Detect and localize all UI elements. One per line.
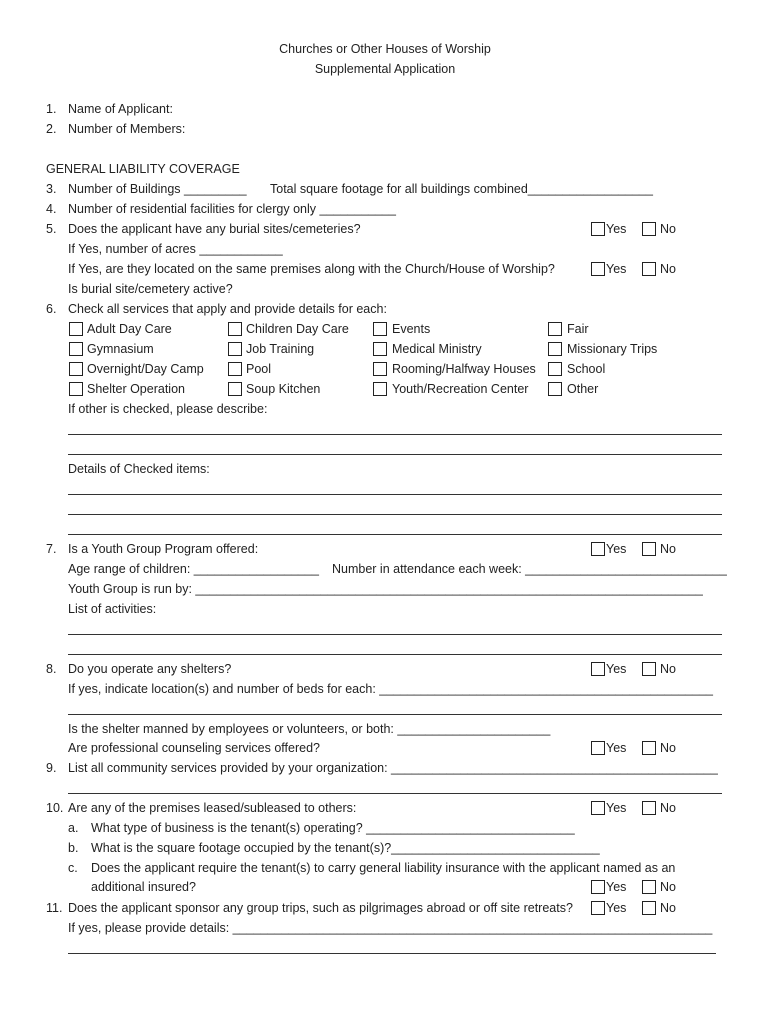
- service-shelter-operation-checkbox[interactable]: [69, 382, 83, 396]
- service-events-label: Events: [392, 322, 431, 336]
- service-adult-day-care-label: Adult Day Care: [87, 322, 172, 336]
- service-soup-kitchen-label: Soup Kitchen: [246, 382, 321, 396]
- q5-premises: If Yes, are they located on the same premises along with the Church/House of Worship?: [68, 262, 555, 276]
- q7-attendance[interactable]: Number in attendance each week: _____________________________: [332, 562, 727, 576]
- service-pool-checkbox[interactable]: [228, 362, 242, 376]
- q10c-label-cont: additional insured?: [91, 880, 196, 894]
- q10a-label[interactable]: What type of business is the tenant(s) operating? ______________________________: [91, 821, 575, 835]
- service-school-label: School: [567, 362, 606, 376]
- q8-counseling-no-checkbox[interactable]: [642, 741, 656, 755]
- service-job-training-checkbox[interactable]: [228, 342, 242, 356]
- q3-number: 3.: [46, 182, 57, 196]
- q8-manned[interactable]: Is the shelter manned by employees or volunteers, or both: ______________________: [68, 722, 551, 736]
- q9-label[interactable]: List all community services provided by your organization: _______________________________________________: [68, 761, 718, 775]
- q6-other-line-2[interactable]: [68, 454, 722, 455]
- q3-square-footage[interactable]: Total square footage for all buildings combined__________________: [270, 182, 653, 196]
- q10-yes-checkbox[interactable]: [591, 801, 605, 815]
- q5-no-label: No: [660, 222, 676, 236]
- service-children-day-care-checkbox[interactable]: [228, 322, 242, 336]
- q8-no-label: No: [660, 662, 676, 676]
- q7-number: 7.: [46, 542, 57, 556]
- service-missionary-trips-checkbox[interactable]: [548, 342, 562, 356]
- q7-label: Is a Youth Group Program offered:: [68, 542, 259, 556]
- service-gymnasium-checkbox[interactable]: [69, 342, 83, 356]
- q7-no-checkbox[interactable]: [642, 542, 656, 556]
- q10-number: 10.: [46, 801, 64, 815]
- q11-no-label: No: [660, 901, 676, 915]
- q10c-label: Does the applicant require the tenant(s) to carry general liability insurance with the applicant named as an: [91, 861, 676, 875]
- q10-label: Are any of the premises leased/subleased to others:: [68, 801, 357, 815]
- q8-number: 8.: [46, 662, 57, 676]
- q8-counseling: Are professional counseling services offered?: [68, 741, 320, 755]
- q10-no-checkbox[interactable]: [642, 801, 656, 815]
- q11-no-checkbox[interactable]: [642, 901, 656, 915]
- q10-yes-label: Yes: [606, 801, 627, 815]
- q6-details-line-2[interactable]: [68, 514, 722, 515]
- q5-number: 5.: [46, 222, 57, 236]
- service-adult-day-care-checkbox[interactable]: [69, 322, 83, 336]
- q8-label: Do you operate any shelters?: [68, 662, 232, 676]
- service-job-training-label: Job Training: [246, 342, 315, 356]
- q5-yes-label: Yes: [606, 222, 627, 236]
- q5-premises-yes-label: Yes: [606, 262, 627, 276]
- q4-number: 4.: [46, 202, 57, 216]
- q6-other-describe: If other is checked, please describe:: [68, 402, 268, 416]
- service-shelter-operation-label: Shelter Operation: [87, 382, 185, 396]
- q7-yes-checkbox[interactable]: [591, 542, 605, 556]
- service-events-checkbox[interactable]: [373, 322, 387, 336]
- service-other-label: Other: [567, 382, 599, 396]
- q8-locations[interactable]: If yes, indicate location(s) and number of beds for each: ________________________________________________: [68, 682, 713, 696]
- service-school-checkbox[interactable]: [548, 362, 562, 376]
- service-fair-label: Fair: [567, 322, 589, 336]
- q2-number: 2.: [46, 122, 57, 136]
- section-heading: GENERAL LIABILITY COVERAGE: [46, 162, 240, 176]
- q8-counseling-no-label: No: [660, 741, 676, 755]
- service-missionary-trips-label: Missionary Trips: [567, 342, 658, 356]
- q5-premises-no-label: No: [660, 262, 676, 276]
- q1-label: Name of Applicant:: [68, 102, 173, 116]
- q11-label: Does the applicant sponsor any group trips, such as pilgrimages abroad or off site retreats?: [68, 901, 573, 915]
- q10c-letter: c.: [68, 861, 78, 875]
- q6-other-line-1[interactable]: [68, 434, 722, 435]
- form-subtitle: Supplemental Application: [314, 62, 456, 76]
- q8-locations-line-2[interactable]: [68, 714, 722, 715]
- service-overnight-day-camp-label: Overnight/Day Camp: [87, 362, 204, 376]
- service-youth-recreation-checkbox[interactable]: [373, 382, 387, 396]
- q7-run-by[interactable]: Youth Group is run by: _________________________________________________________________________: [68, 582, 703, 596]
- q7-activities-line-1[interactable]: [68, 634, 722, 635]
- service-other-checkbox[interactable]: [548, 382, 562, 396]
- q7-activities-label: List of activities:: [68, 602, 157, 616]
- q3-buildings[interactable]: Number of Buildings _________: [68, 182, 247, 196]
- service-children-day-care-label: Children Day Care: [246, 322, 349, 336]
- q10c-yes-label: Yes: [606, 880, 627, 894]
- q11-yes-label: Yes: [606, 901, 627, 915]
- service-medical-ministry-checkbox[interactable]: [373, 342, 387, 356]
- q5-no-checkbox[interactable]: [642, 222, 656, 236]
- q10b-label[interactable]: What is the square footage occupied by the tenant(s)?______________________________: [91, 841, 600, 855]
- q8-no-checkbox[interactable]: [642, 662, 656, 676]
- q1-number: 1.: [46, 102, 57, 116]
- service-medical-ministry-label: Medical Ministry: [392, 342, 482, 356]
- q6-label: Check all services that apply and provide details for each:: [68, 302, 387, 316]
- q5-acres[interactable]: If Yes, number of acres ____________: [68, 242, 283, 256]
- q6-details-line-3[interactable]: [68, 534, 722, 535]
- service-rooming-halfway-label: Rooming/Halfway Houses: [392, 362, 536, 376]
- q8-counseling-yes-checkbox[interactable]: [591, 741, 605, 755]
- q5-label: Does the applicant have any burial sites/cemeteries?: [68, 222, 361, 236]
- q5-premises-yes-checkbox[interactable]: [591, 262, 605, 276]
- q2-label: Number of Members:: [68, 122, 186, 136]
- service-rooming-halfway-checkbox[interactable]: [373, 362, 387, 376]
- q10b-letter: b.: [68, 841, 79, 855]
- service-gymnasium-label: Gymnasium: [87, 342, 154, 356]
- q6-details-label: Details of Checked items:: [68, 462, 210, 476]
- service-soup-kitchen-checkbox[interactable]: [228, 382, 242, 396]
- q9-line-2[interactable]: [68, 793, 722, 794]
- q4-label[interactable]: Number of residential facilities for clergy only ___________: [68, 202, 396, 216]
- q7-activities-line-2[interactable]: [68, 654, 722, 655]
- q5-yes-checkbox[interactable]: [591, 222, 605, 236]
- q7-yes-label: Yes: [606, 542, 627, 556]
- q11-yes-checkbox[interactable]: [591, 901, 605, 915]
- q8-counseling-yes-label: Yes: [606, 741, 627, 755]
- q10-no-label: No: [660, 801, 676, 815]
- q8-yes-checkbox[interactable]: [591, 662, 605, 676]
- service-fair-checkbox[interactable]: [548, 322, 562, 336]
- q8-yes-label: Yes: [606, 662, 627, 676]
- q7-no-label: No: [660, 542, 676, 556]
- q10c-no-checkbox[interactable]: [642, 880, 656, 894]
- q9-number: 9.: [46, 761, 57, 775]
- q5-premises-no-checkbox[interactable]: [642, 262, 656, 276]
- q11-details-line-2[interactable]: [68, 953, 716, 954]
- q11-number: 11.: [46, 901, 63, 915]
- q5-active: Is burial site/cemetery active?: [68, 282, 233, 296]
- q10a-letter: a.: [68, 821, 79, 835]
- q6-number: 6.: [46, 302, 57, 316]
- service-youth-recreation-label: Youth/Recreation Center: [392, 382, 529, 396]
- service-overnight-day-camp-checkbox[interactable]: [69, 362, 83, 376]
- q11-details[interactable]: If yes, please provide details: _____________________________________________________________________: [68, 921, 713, 935]
- q7-age-range[interactable]: Age range of children: __________________: [68, 562, 319, 576]
- form-title: Churches or Other Houses of Worship: [279, 42, 491, 56]
- q6-details-line-1[interactable]: [68, 494, 722, 495]
- q10c-no-label: No: [660, 880, 676, 894]
- service-pool-label: Pool: [246, 362, 272, 376]
- q10c-yes-checkbox[interactable]: [591, 880, 605, 894]
